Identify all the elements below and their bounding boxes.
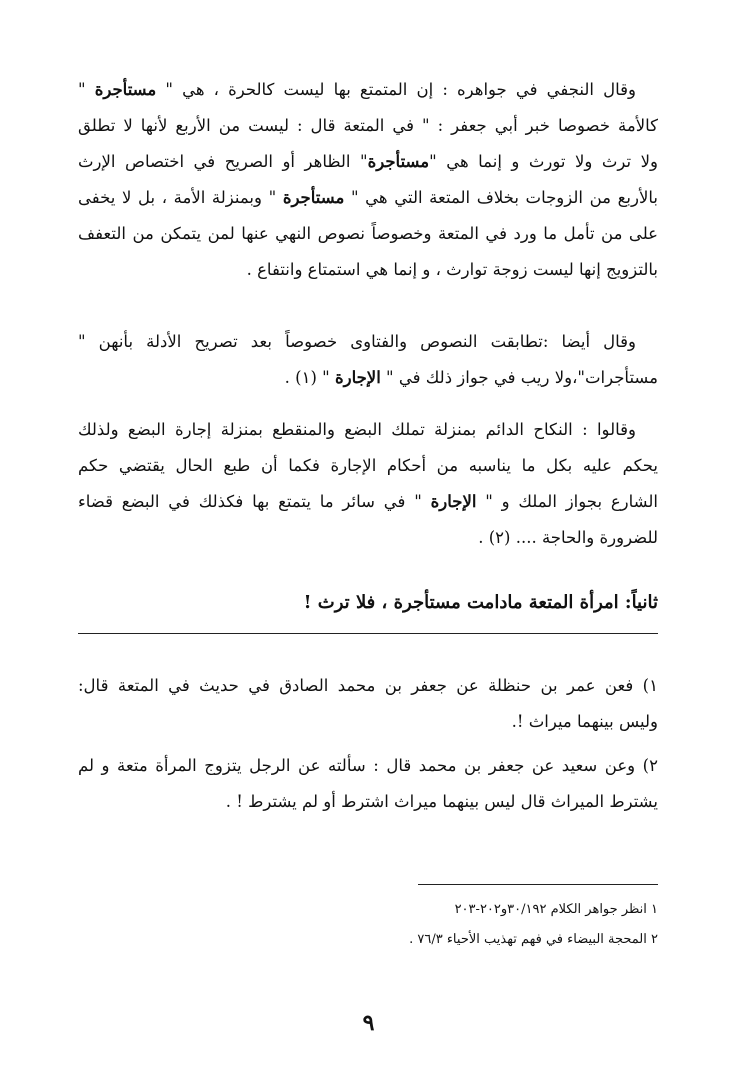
- text-line: مستأجرات"،ولا ريب في جواز ذلك في " الإجارة " (١) .: [284, 368, 658, 387]
- text-line: يحكم عليه بكل ما يناسبه من أحكام الإجارة فكما أن طبع الحال يقتضي حكم: [78, 456, 658, 475]
- narration-item-2: [78, 748, 658, 820]
- emphasized-term: مستأجرة: [367, 152, 430, 171]
- paragraph-nakhfi: [78, 72, 658, 288]
- emphasized-term: الإجارة: [334, 368, 381, 387]
- text-line: وقال النجفي في جواهره : إن المتمتع بها ليست كالحرة ، هي " مستأجرة ": [78, 80, 636, 99]
- footnote-1: ١ انظر جواهر الكلام ٣٠/١٩٢و٢٠٢-٢٠٣: [454, 902, 658, 917]
- page-number: ٩: [362, 1010, 375, 1036]
- text-line: يشترط الميراث قال ليس بينهما ميراث اشترط أو لم يشترط ! .: [225, 792, 658, 811]
- section-heading: ثانياً: امرأة المتعة مادامت مستأجرة ، فلا ترث !: [303, 592, 658, 613]
- text-line: وليس بينهما ميراث !.: [511, 712, 658, 731]
- footnote-divider: [418, 884, 658, 885]
- text-line: ٢) وعن سعيد عن جعفر بن محمد قال : سألته عن الرجل يتزوج المرأة متعة و لم: [78, 756, 658, 775]
- text-line: على من تأمل ما ورد في المتعة وخصوصاً نصوص النهي عنها لمن يتمكن من التعفف: [78, 224, 658, 243]
- text-line: وقال أيضا :تطابقت النصوص والفتاوى خصوصاً بعد تصريح الأدلة بأنهن ": [78, 332, 636, 351]
- paragraph-they-said: [78, 412, 658, 556]
- text-line: الشارع بجواز الملك و " الإجارة " في سائر ما يتمتع بها فكذلك في البضع قضاء: [78, 492, 658, 511]
- text-line: للضرورة والحاجة .... (٢) .: [478, 528, 658, 547]
- emphasized-term: مستأجرة: [94, 80, 157, 99]
- text-line: وقالوا : النكاح الدائم بمنزلة تملك البضع والمنقطع بمنزلة إجارة البضع ولذلك: [78, 420, 636, 439]
- narration-item-1: [78, 668, 658, 740]
- heading-divider: [78, 633, 658, 634]
- text-line: بالأربع من الزوجات بخلاف المتعة التي هي " مستأجرة " وبمنزلة الأمة ، بل لا يخفى: [78, 188, 658, 207]
- text-line: ١) فعن عمر بن حنظلة عن جعفر بن محمد الصادق في حديث في المتعة قال:: [78, 676, 658, 695]
- emphasized-term: مستأجرة: [282, 188, 345, 207]
- footnote-2: ٢ المحجة البيضاء في فهم تهذيب الأحياء ٧٦/٣ .: [409, 932, 658, 947]
- text-line: كالأمة خصوصا خبر أبي جعفر : " في المتعة قال : ليست من الأربع لأنها لا تطلق: [78, 116, 658, 135]
- emphasized-term: الإجارة: [430, 492, 477, 511]
- paragraph-also-said: [78, 324, 658, 396]
- text-line: بالتزويج إنها ليست زوجة توارث ، و إنما هي استمتاع وانتفاع .: [246, 260, 658, 279]
- text-line: ولا ترث ولا تورث و إنما هي "مستأجرة" الظاهر أو الصريح في اختصاص الإرث: [78, 152, 658, 171]
